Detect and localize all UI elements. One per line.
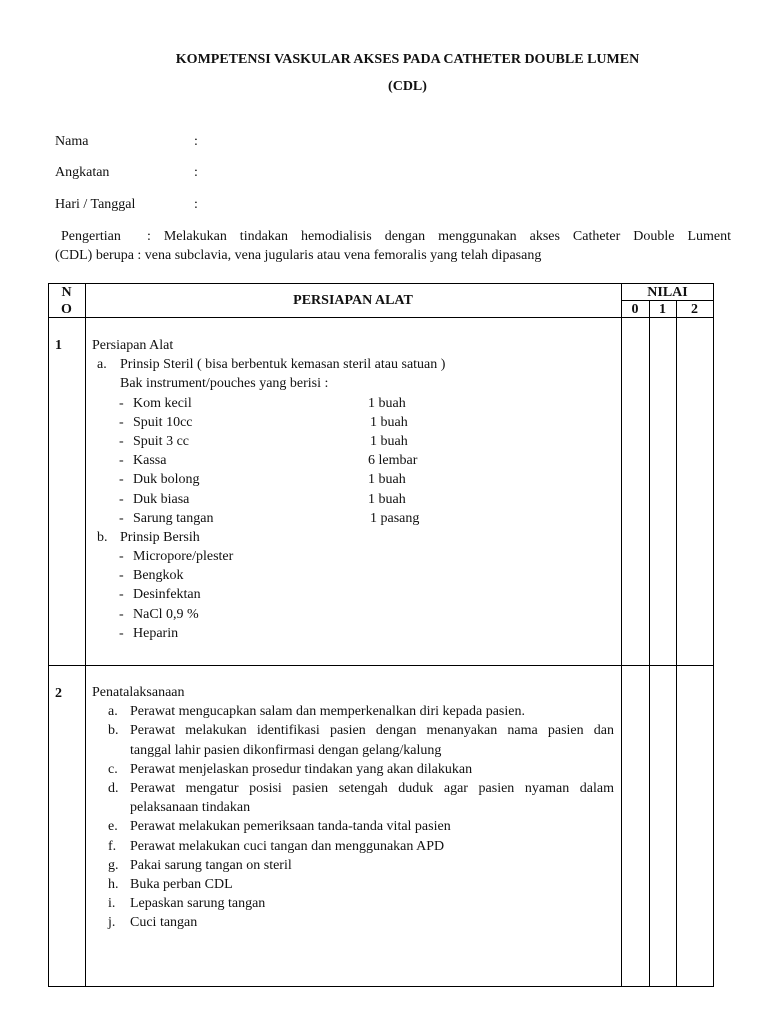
page-title: KOMPETENSI VASKULAR AKSES PADA CATHETER DOUBLE LUMEN: [175, 52, 640, 67]
row-1-a-title: Prinsip Steril ( bisa berbentuk kemasan steril atau satuan ): [120, 357, 446, 373]
item-qty: 1 buah: [370, 433, 408, 449]
step-item: [92, 817, 617, 836]
step-marker: h.: [108, 876, 119, 892]
step-item: [92, 760, 617, 779]
row-1-b-title: Prinsip Bersih: [120, 529, 200, 545]
page-subtitle: (CDL): [388, 79, 427, 94]
row-1-heading: Persiapan Alat: [92, 338, 174, 353]
bullet-dash: -: [119, 491, 124, 507]
header-score-1: 1: [659, 302, 666, 317]
bullet-dash: -: [119, 625, 124, 641]
item-name: Spuit 3 cc: [133, 433, 189, 449]
row-1-a-sub: [92, 374, 617, 393]
step-item-cont: [92, 741, 617, 760]
bullet-dash: -: [119, 433, 124, 449]
list-item: [92, 470, 617, 489]
item-qty: 1 buah: [368, 491, 406, 507]
step-marker: a.: [108, 704, 118, 720]
step-item: [92, 779, 617, 798]
list-item: [92, 585, 617, 604]
item-name: Bengkok: [133, 568, 184, 584]
list-item: [92, 394, 617, 413]
row-1-a-sub-text: Bak instrument/pouches yang berisi :: [120, 376, 329, 392]
step-text: Buka perban CDL: [130, 876, 233, 892]
step-item: [92, 875, 617, 894]
item-name: Heparin: [133, 625, 179, 641]
step-marker: j.: [108, 915, 116, 931]
list-item: [92, 413, 617, 432]
bullet-dash: -: [119, 587, 124, 603]
bullet-dash: -: [119, 510, 124, 526]
step-text: Perawat menjelaskan prosedur tindakan yang akan dilakukan: [130, 761, 473, 777]
item-qty: 1 buah: [370, 414, 408, 430]
list-item: [92, 432, 617, 451]
step-text: Perawat mengucapkan salam dan memperkenalkan diri kepada pasien.: [130, 704, 525, 720]
header-nilai: NILAI: [647, 285, 688, 300]
list-item: [92, 624, 617, 643]
list-item: [92, 566, 617, 585]
step-text: Lepaskan sarung tangan: [130, 896, 266, 912]
field-label-hari-tanggal: Hari / Tanggal: [55, 197, 136, 212]
step-marker: f.: [108, 838, 117, 854]
item-name: Kom kecil: [133, 395, 192, 411]
item-name: NaCl 0,9 %: [133, 606, 199, 622]
item-qty: 6 lembar: [368, 453, 418, 469]
row-2-number: 2: [55, 686, 62, 701]
step-text: Pakai sarung tangan on steril: [130, 857, 292, 873]
step-item: [92, 702, 617, 721]
definition-label: Pengertian: [61, 229, 121, 244]
step-marker: d.: [108, 780, 119, 796]
step-marker: e.: [108, 819, 118, 835]
item-name: Duk bolong: [133, 472, 200, 488]
item-name: Micropore/plester: [133, 549, 234, 565]
bullet-dash: -: [119, 414, 124, 430]
bullet-dash: -: [119, 568, 124, 584]
item-qty: 1 buah: [368, 395, 406, 411]
step-text-cont: pelaksanaan tindakan: [130, 800, 251, 816]
row-1-content: [92, 336, 617, 643]
header-no-line1: N: [61, 285, 72, 300]
field-colon-nama: :: [194, 134, 198, 149]
header-score-0: 0: [631, 302, 639, 317]
item-name: Spuit 10cc: [133, 414, 193, 430]
item-name: Duk biasa: [133, 491, 190, 507]
definition-text-line2: (CDL) berupa : vena subclavia, vena jugularis atau vena femoralis yang telah dipasang: [55, 248, 542, 263]
step-item: [92, 894, 617, 913]
row-1-a-marker: a.: [97, 357, 107, 373]
list-item: [92, 490, 617, 509]
field-colon-hari-tanggal: :: [194, 197, 198, 212]
step-text: Perawat melakukan cuci tangan dan menggunakan APD: [130, 838, 445, 854]
assessment-table: [48, 283, 714, 987]
row-1-b-marker: b.: [97, 529, 108, 545]
step-text: Perawat melakukan pemeriksaan tanda-tanda vital pasien: [130, 819, 451, 835]
step-item: [92, 837, 617, 856]
step-text-cont: tanggal lahir pasien dikonfirmasi dengan gelang/kalung: [130, 742, 442, 758]
bullet-dash: -: [119, 472, 124, 488]
step-marker: g.: [108, 857, 119, 873]
step-item: [92, 721, 617, 740]
header-score-2: 2: [691, 302, 698, 317]
step-text: Cuci tangan: [130, 915, 198, 931]
step-marker: i.: [108, 896, 116, 912]
step-item: [92, 913, 617, 932]
item-qty: 1 pasang: [370, 510, 420, 526]
list-item: [92, 605, 617, 624]
definition-text-line1: : Melakukan tindakan hemodialisis dengan menggunakan akses Catheter Double Lument: [147, 229, 731, 244]
row-1-a: [92, 355, 617, 374]
bullet-dash: -: [119, 453, 124, 469]
row-1-b: [92, 528, 617, 547]
field-label-nama: Nama: [55, 134, 89, 149]
list-item: [92, 547, 617, 566]
list-item: [92, 451, 617, 470]
bullet-dash: -: [119, 549, 124, 565]
row-2-heading: Penatalaksanaan: [92, 685, 185, 700]
row-1-number: 1: [55, 338, 62, 353]
step-text: Perawat melakukan identifikasi pasien dengan menanyakan nama pasien dan: [130, 723, 614, 739]
step-marker: c.: [108, 761, 118, 777]
item-name: Kassa: [133, 453, 167, 469]
field-label-angkatan: Angkatan: [55, 165, 110, 180]
item-name: Sarung tangan: [133, 510, 214, 526]
item-name: Desinfektan: [133, 587, 201, 603]
header-no-line2: O: [61, 302, 72, 317]
step-item: [92, 856, 617, 875]
step-item-cont: [92, 798, 617, 817]
field-colon-angkatan: :: [194, 165, 198, 180]
header-persiapan-alat: PERSIAPAN ALAT: [293, 293, 413, 308]
list-item: [92, 509, 617, 528]
step-text: Perawat mengatur posisi pasien setengah duduk agar pasien nyaman dalam: [130, 780, 614, 796]
bullet-dash: -: [119, 395, 124, 411]
step-marker: b.: [108, 723, 119, 739]
item-qty: 1 buah: [368, 472, 406, 488]
bullet-dash: -: [119, 606, 124, 622]
row-2-content: [92, 683, 617, 932]
